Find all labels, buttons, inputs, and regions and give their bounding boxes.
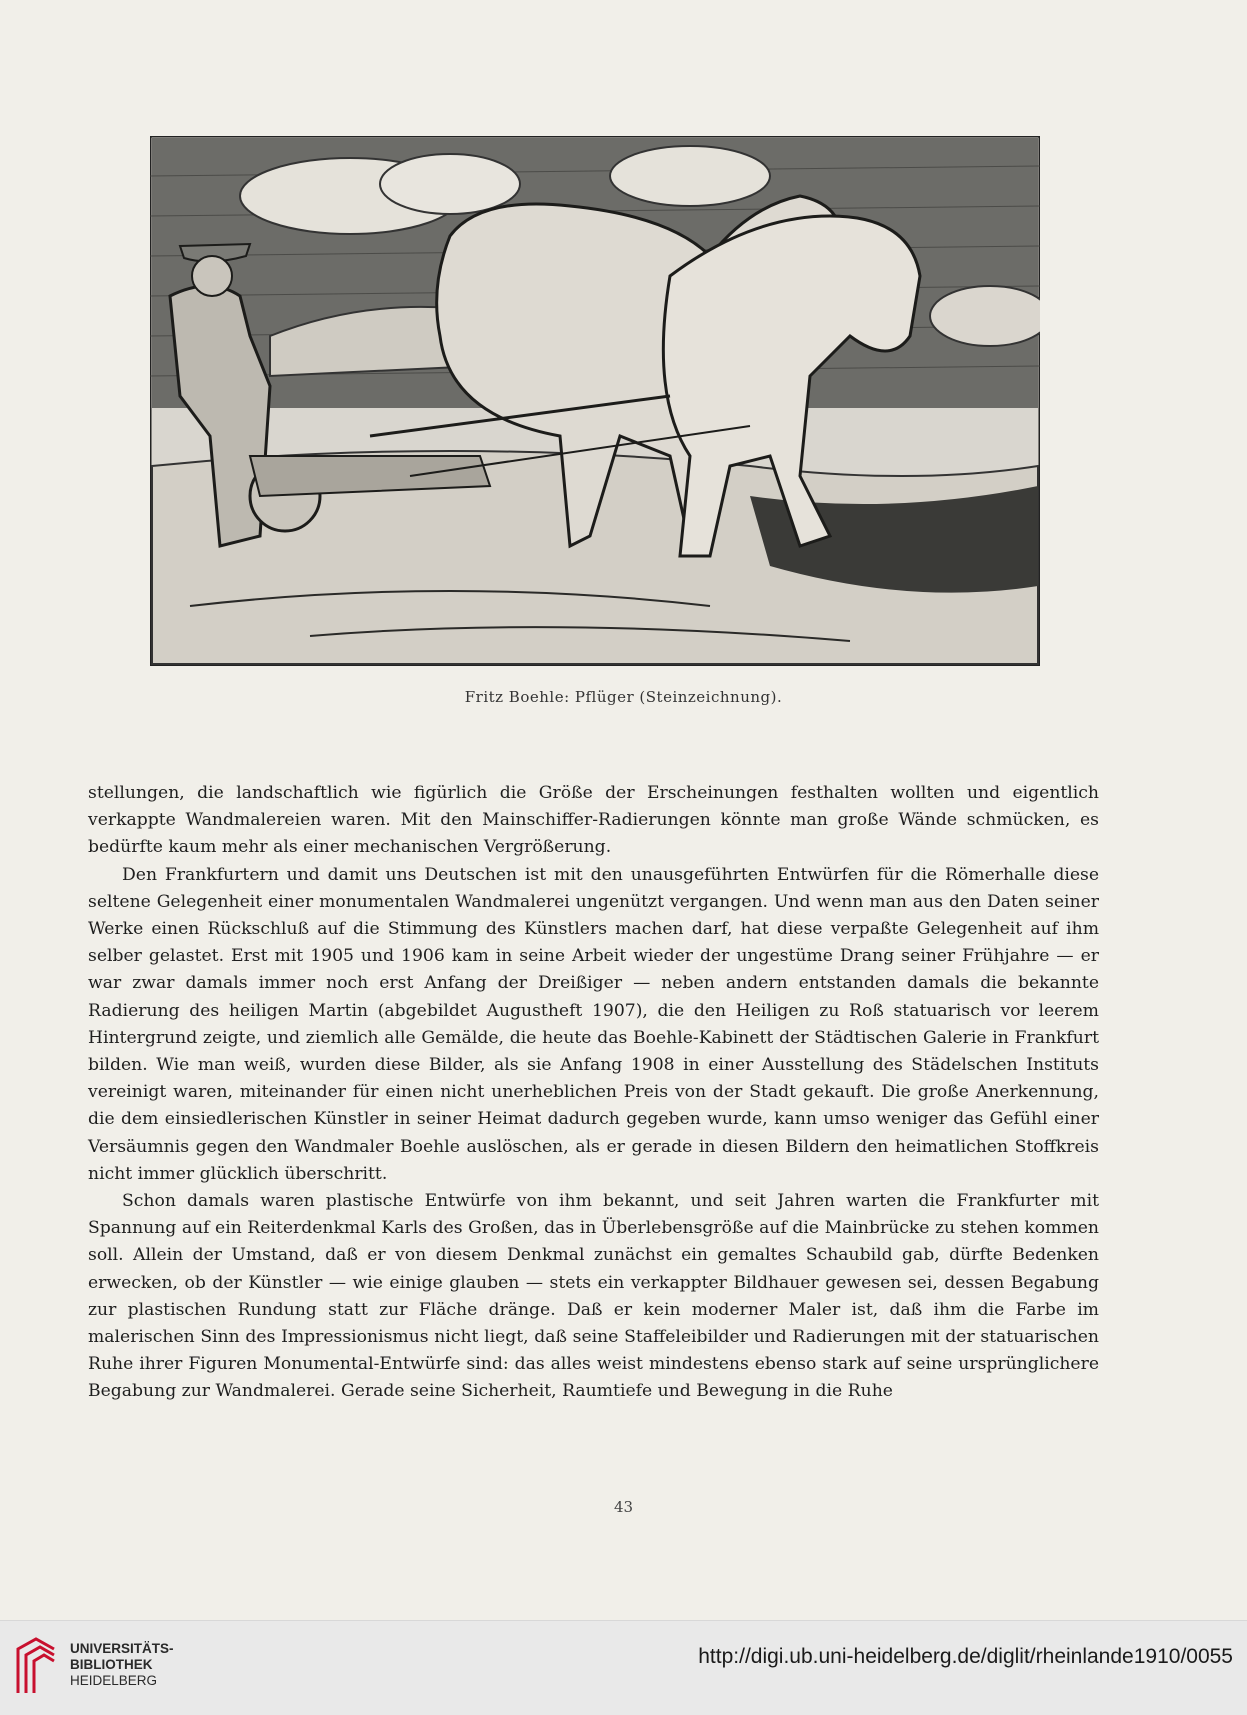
library-name-line: UNIVERSITÄTS- [70, 1641, 174, 1656]
page-number: 43 [613, 1498, 634, 1516]
library-name [70, 1641, 174, 1689]
figure-caption: Fritz Boehle: Pflüger (Steinzeichnung). [464, 688, 783, 706]
paragraph: stellungen, die landschaftlich wie figürlich die Größe der Erscheinungen festhalten wollten und eigentlich verkappte Wandmalereien waren. Mit den Mainschiffer-Radierungen könnte man große Wände schmücken, es bedürfte kaum mehr als einer mechanischen Vergrößerung. [88, 783, 1099, 858]
paragraph: Den Frankfurtern und damit uns Deutschen ist mit den unausgeführten Entwürfen für die Römerhalle diese seltene Gelegenheit einer monumentalen Wandmalerei ungenützt vergangen. Und wenn man aus den Daten seiner Werke einen Rückschluß auf die Stimmung des Künstlers machen darf, hat diese verpaßte Gelegenheit auf ihm selber gelastet. Erst mit 1905 und 1906 kam in seine Arbeit wieder der ungestüme Drang seiner Frühjahre — er war zwar damals immer noch erst Anfang der Dreißiger — neben andern entstanden damals die bekannte Radierung des heiligen Martin (abgebildet Augustheft 1907), die den Heiligen zu Roß statuarisch vor leerem Hintergrund zeigte, und ziemlich alle Gemälde, die heute das Boehle-Kabinett der Städtischen Galerie in Frankfurt bilden. Wie man weiß, wurden diese Bilder, als sie Anfang 1908 in einer Ausstellung des Städelschen Instituts vereinigt waren, miteinander für einen nicht unerheblichen Preis von der Stadt gekauft. Die große Anerkennung, die dem einsiedlerischen Künstler in seiner Heimat dadurch gegeben wurde, kann umso weniger das Gefühl einer Versäumnis gegen den Wandmaler Boehle auslöschen, als er gerade in diesen Bildern den heimatlichen Stoffkreis nicht immer glücklich überschritt. [88, 864, 1099, 1184]
library-name-line: HEIDELBERG [70, 1673, 158, 1688]
paragraph: Schon damals waren plastische Entwürfe von ihm bekannt, und seit Jahren warten die Frankfurter mit Spannung auf ein Reiterdenkmal Karls des Großen, das in Überlebensgröße auf die Mainbrücke zu stehen kommen soll. Allein der Umstand, daß er von diesem Denkmal zunächst ein gemaltes Schaubild gab, dürfte Bedenken erwecken, ob der Künstler — wie einige glauben — stets ein verkappter Bildhauer gewesen sei, dessen Begabung zur plastischen Rundung statt zur Fläche dränge. Daß er kein moderner Maler ist, daß ihm die Farbe im malerischen Sinn des Impressionismus nicht liegt, daß seine Staffeleibilder und Radierungen mit der statuarischen Ruhe ihrer Figuren Monumental-Entwürfe sind: das alles weist mindestens ebenso stark auf seine ursprünglichere Begabung zur Wandmalerei. Gerade seine Sicherheit, Raumtiefe und Bewegung in die Ruhe [88, 1191, 1099, 1402]
library-name-line: BIBLIOTHEK [70, 1657, 153, 1672]
permalink-url[interactable]: http://digi.ub.uni-heidelberg.de/diglit/rheinlande1910/0055 [698, 1645, 1233, 1668]
library-logo-icon [14, 1635, 58, 1697]
article-text [88, 780, 1099, 1406]
lithograph-illustration [150, 136, 1040, 666]
library-footer [0, 1620, 1247, 1715]
